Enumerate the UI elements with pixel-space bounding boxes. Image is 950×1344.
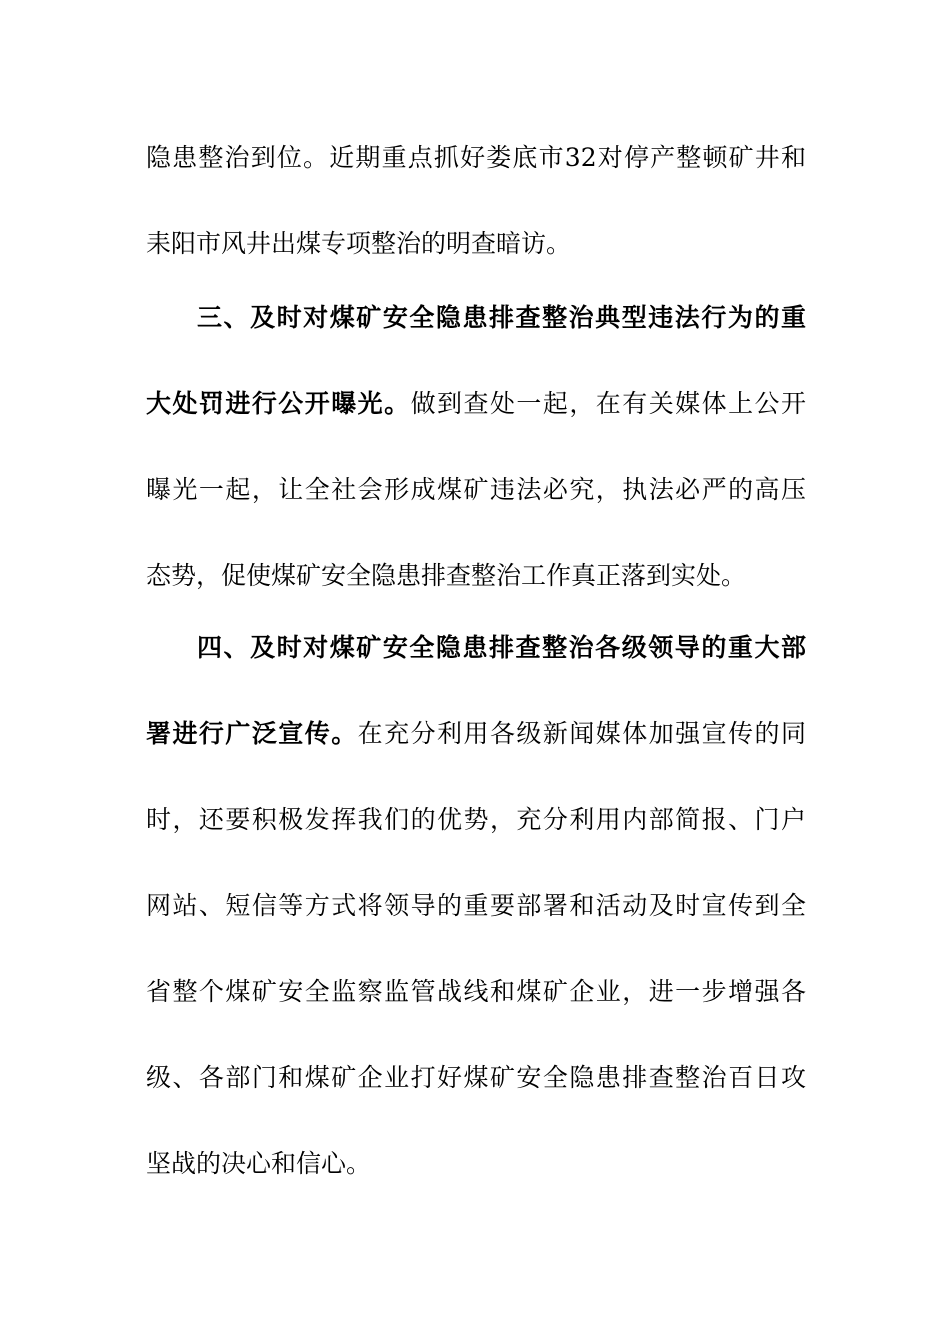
paragraph-line: 时，还要积极发挥我们的优势，充分利用内部简报、门户	[146, 805, 806, 834]
paragraph-line	[146, 714, 806, 754]
section-heading-three-end: 大处罚进行公开曝光。	[146, 389, 411, 418]
section-heading-four-end: 署进行广泛宣传。	[146, 719, 358, 748]
paragraph-line: 隐患整治到位。近期重点抓好娄底市32对停产整顿矿井和	[146, 143, 806, 172]
paragraph-text: 在充分利用各级新闻媒体加强宣传的同	[357, 719, 806, 748]
paragraph-line: 曝光一起，让全社会形成煤矿违法必究，执法必严的高压	[146, 475, 806, 504]
paragraph-line: 网站、短信等方式将领导的重要部署和活动及时宣传到全	[146, 891, 806, 920]
section-heading-four: 四、及时对煤矿安全隐患排查整治各级领导的重大部	[197, 633, 806, 662]
paragraph-line: 省整个煤矿安全监察监管战线和煤矿企业，进一步增强各	[146, 977, 806, 1006]
paragraph-line: 级、各部门和煤矿企业打好煤矿安全隐患排查整治百日攻	[146, 1063, 806, 1092]
section-heading-three: 三、及时对煤矿安全隐患排查整治典型违法行为的重	[197, 303, 806, 332]
paragraph-line: 态势，促使煤矿安全隐患排查整治工作真正落到实处。	[146, 561, 747, 590]
paragraph-line: 坚战的决心和信心。	[146, 1149, 372, 1178]
paragraph-line	[146, 384, 806, 424]
paragraph-line: 耒阳市风井出煤专项整治的明查暗访。	[146, 229, 572, 258]
paragraph-text: 做到查处一起，在有关媒体上公开	[410, 389, 806, 418]
